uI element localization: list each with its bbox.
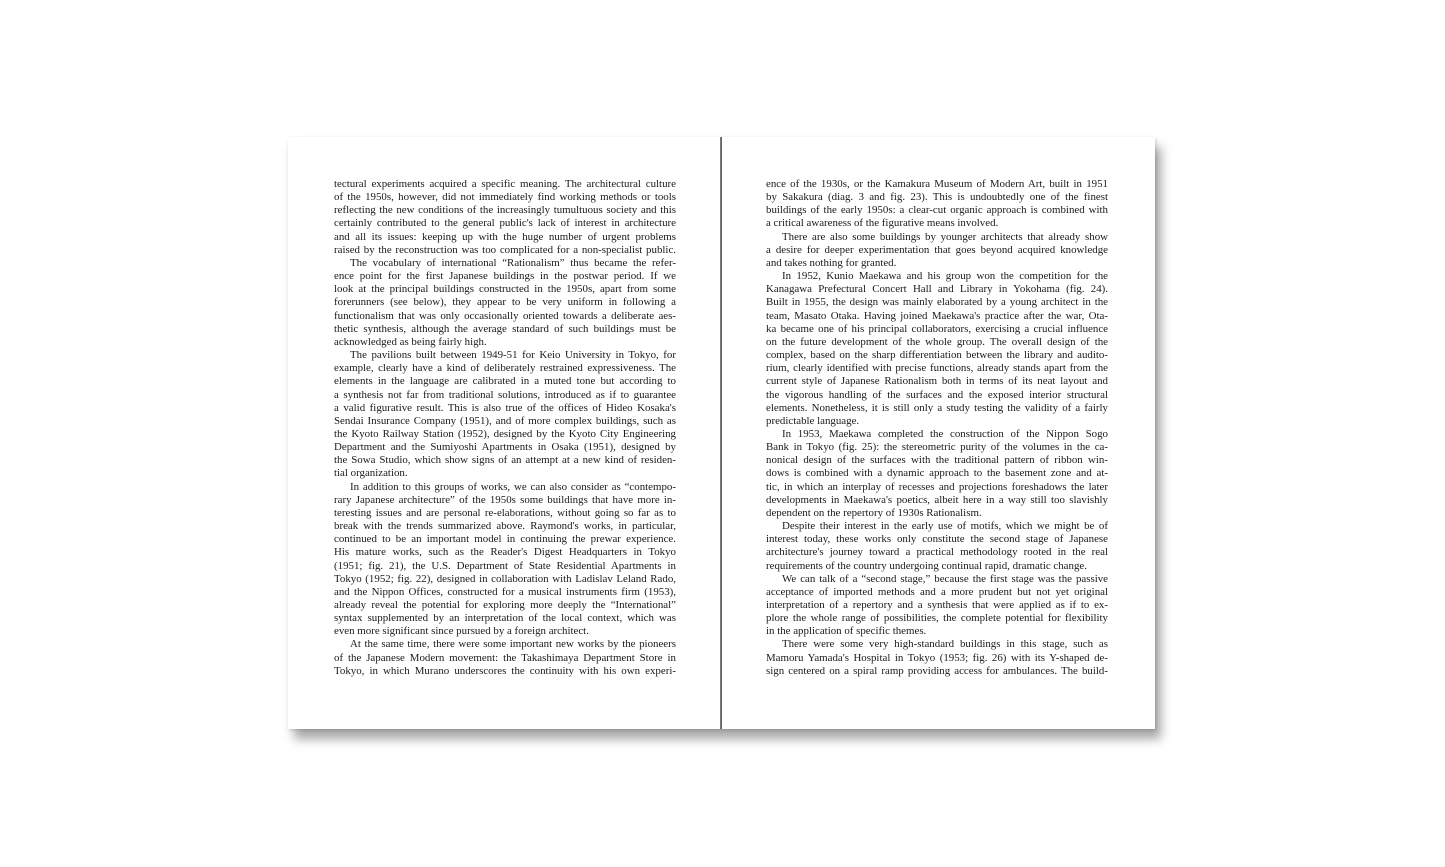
text-line: tic, in which an interplay of recesses and projections foreshadows the later [766,480,1108,493]
text-line: continued to be an important model in continuing the prewar experience. [334,533,676,546]
text-line: by Sakakura (diag. 3 and fig. 23). This is undoubtedly one of the finest [766,191,1108,204]
left-page-text [334,178,676,678]
text-line: the Sowa Studio, which show signs of an attempt at a new kind of residen- [334,454,676,467]
text-line: Department and the Sumiyoshi Apartments in Osaka (1951), designed by [334,441,676,454]
text-line: Bank in Tokyo (fig. 25): the stereometric purity of the volumes in the ca- [766,441,1108,454]
text-line: a desire for deeper experimentation that goes beyond acquired knowledge [766,243,1108,256]
text-line: look at the principal buildings constructed in the 1950s, apart from some [334,283,676,296]
text-line: The pavilions built between 1949-51 for Keio University in Tokyo, for [350,349,676,362]
text-line: buildings of the early 1950s: a clear-cut organic approach is combined with [766,204,1108,217]
text-line: already reveal the potential for exploring more deeply the “International” [334,599,676,611]
text-line: team, Masato Otaka. Having joined Maekawa's practice after the war, Ota- [766,309,1108,322]
text-line: acknowledged as being fairly high. [334,335,487,348]
text-line: raised by the reconstruction was too complicated for a non-specialist public. [334,243,676,256]
text-line: In 1953, Maekawa completed the construction of the Nippon Sogo [782,427,1108,440]
text-line: even more significant since pursued by a foreign architect. [334,625,589,638]
text-line: At the same time, there were some important new works by the pioneers [350,638,676,651]
text-line: sign centered on a spiral ramp providing access for ambulances. The build- [766,664,1108,677]
text-line: rium, clearly identified with precise functions, already stands apart from the [766,362,1108,375]
text-line: In 1952, Kunio Maekawa and his group won the competition for the [782,270,1108,283]
text-line: nonical design of the surfaces with the traditional pattern of ribbon win- [766,454,1108,467]
text-line: requirements of the country undergoing continual rapid, dramatic change. [766,559,1087,572]
text-line: ence of the 1930s, or the Kamakura Museum of Modern Art, built in 1951 [766,178,1108,190]
text-line: ka became one of his principal collaborators, exercising a crucial influence [766,322,1108,335]
text-line: tial organization. [334,467,408,480]
text-line: functionalism that was only occasionally oriented towards a deliberate aes- [334,309,676,322]
left-page [288,137,721,729]
text-line: elements. Nonetheless, it is still only a study testing the validity of a fairly [766,401,1108,414]
text-line: Built in 1955, the design was mainly elaborated by a young architect in the [766,296,1108,309]
text-line: the Kyoto Railway Station (1952), designed by the Kyoto City Engineering [334,427,676,440]
text-line: acceptance of imported methods and a more prudent but not yet original [766,585,1108,598]
text-line: Tokyo (1952; fig. 22), designed in collaboration with Ladislav Leland Rado, [334,572,676,585]
text-line: a synthesis not far from traditional solutions, introduced as if to guarantee [334,388,676,401]
text-line: forerunners (see below), they appear to be very uniform in following a [334,296,676,309]
text-line: and all its issues: keeping up with the huge number of urgent problems [334,230,676,243]
text-line: Tokyo, in which Murano underscores the continuity with his own experi- [334,664,676,677]
text-line: in the application of specific themes. [766,625,927,638]
text-line: His mature works, such as the Reader's Digest Headquarters in Tokyo [334,546,676,559]
text-line: of the Japanese Modern movement: the Takashimaya Department Store in [334,651,676,664]
text-line: dependent on the repertory of 1930s Rationalism. [766,506,982,519]
text-line: (1951; fig. 21), the U.S. Department of State Residential Apartments in [334,559,676,572]
right-page [722,137,1155,729]
book-spread [288,137,1155,729]
text-line: and the Nippon Offices, constructed for a musical instruments firm (1953), [334,585,676,598]
text-line: a critical awareness of the figurative means involved. [766,217,999,230]
text-line: the vigorous handling of the surfaces and the exposed interior structural [766,388,1108,401]
text-line: example, clearly have a kind of deliberately restrained expressiveness. The [334,362,676,375]
text-line: a valid figurative result. This is also true of the offices of Hideo Kosaka's [334,401,676,414]
text-line: rary Japanese architecture” of the 1950s some buildings that have more in- [334,493,676,506]
text-line: architecture's journey toward a practical methodology rooted in the real [766,546,1108,559]
text-line: predictable language. [766,414,860,427]
text-line: ence point for the first Japanese buildings in the postwar period. If we [334,270,676,283]
text-line: syntax supplemented by an interpretation of the local context, which was [334,612,676,625]
text-line: interest today, these works only constitute the second stage of Japanese [766,533,1108,546]
text-line: certainly contributed to the general public's lack of interest in architecture [334,217,676,230]
text-line: Despite their interest in the early use of motifs, which we might be of [782,520,1108,533]
text-line: on the future development of the whole group. The overall design of the [766,335,1108,348]
text-line: There are also some buildings by younger architects that already show [782,230,1108,243]
text-line: Kanagawa Prefectural Concert Hall and Library in Yokohama (fig. 24). [766,283,1108,296]
text-line: interpretation of a repertory and a synthesis that were applied as if to ex- [766,599,1108,611]
text-line: plore the whole range of possibilities, the complete potential for flexibility [766,612,1108,625]
text-line: of the 1950s, however, did not immediately find working methods or tools [334,191,676,204]
text-line: elements in the language are calibrated in a muted tone but according to [334,375,676,388]
text-line: The vocabulary of international “Rationalism” thus became the refer- [350,256,676,269]
text-line: In addition to this groups of works, we can also consider as “contempo- [350,480,676,493]
text-line: complex, based on the sharp differentiation between the library and audito- [766,349,1108,362]
text-line: We can talk of a “second stage,” because the first stage was the passive [782,572,1108,585]
text-line: There were some very high-standard buildings in this stage, such as [782,638,1108,651]
text-line: reflecting the new conditions of the increasingly tumultuous society and this [334,204,676,217]
text-line: tectural experiments acquired a specific meaning. The architectural culture [334,178,676,190]
right-page-text [766,178,1108,678]
text-line: break with the trends summarized above. Raymond's works, in particular, [334,520,676,533]
text-line: thetic synthesis, although the average standard of such buildings must be [334,322,676,335]
text-line: current style of Japanese Rationalism both in terms of its neat layout and [766,375,1108,388]
text-line: dows is combined with a dynamic approach to the basement zone and at- [766,467,1108,480]
text-line: developments in Maekawa's poetics, albeit here in a way still too slavishly [766,493,1108,506]
text-line: and takes nothing for granted. [766,256,897,269]
text-line: Sendai Insurance Company (1951), and of more complex buildings, such as [334,414,676,427]
text-line: teresting issues and are personal re-elaborations, without going so far as to [334,506,676,519]
text-line: Mamoru Yamada's Hospital in Tokyo (1953; fig. 26) with its Y-shaped de- [766,651,1108,664]
